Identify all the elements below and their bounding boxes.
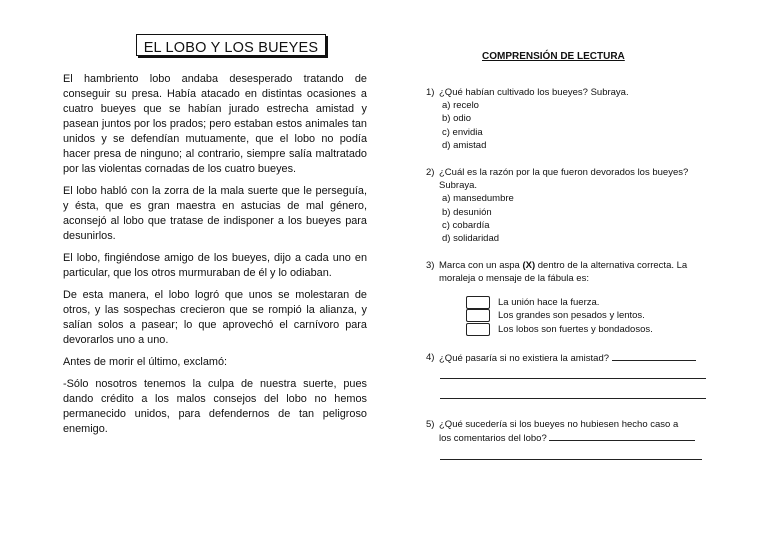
question-text: ¿Qué sucedería si los bueyes no hubiesen hecho caso a (439, 419, 679, 430)
story-paragraph: El lobo habló con la zorra de la mala suerte que le perseguía, y ésta, que es gran maestra en astucias de mal género, aconsejó al lobo que tratase de indisponer a los bueyes para desunirlos. (63, 185, 367, 242)
answer-checkbox[interactable] (466, 296, 490, 309)
question-text: ¿Qué habían cultivado los bueyes? Subraya. (439, 87, 629, 98)
story-title-box (136, 34, 326, 56)
answer-line[interactable] (440, 378, 706, 379)
question-4 (426, 351, 708, 365)
question-text-continued: los comentarios del lobo? (439, 433, 547, 445)
option-c[interactable]: c) envidia (442, 126, 483, 138)
question-number: 4) (426, 352, 435, 363)
story-paragraph: -Sólo nosotros tenemos la culpa de nuestra suerte, pues dando crédito a los malos consejos del lobo no hemos permanecido unidos, para defendernos de tan peligroso enemigo. (63, 378, 367, 435)
answer-line-inline[interactable] (612, 351, 696, 361)
answer-checkbox[interactable] (466, 309, 490, 322)
option-c[interactable]: c) cobardía (442, 219, 490, 231)
question-number: 2) (426, 167, 435, 178)
option-a[interactable]: a) mansedumbre (442, 193, 514, 205)
comprehension-title: COMPRENSIÓN DE LECTURA (482, 51, 625, 62)
answer-line-inline[interactable] (549, 431, 695, 441)
question-text: ¿Qué pasaría si no existiera la amistad? (439, 353, 610, 364)
question-5 (426, 418, 708, 445)
option-a[interactable]: a) recelo (442, 100, 479, 112)
story-text (63, 72, 367, 444)
answer-line[interactable] (440, 459, 702, 460)
story-paragraph: El hambriento lobo andaba desesperado tratando de conseguir su presa. Había atacado en distintas ocasiones a cuatro bueyes que se habían jurado estrecha amistad y pasean juntos por los prados; pero estaban estos animales tan unidos y se defendían mutuamente, que el lobo no podía hacer presa de ninguno; al contrario, siempre salía maltratado por las violentas cornadas de los cuatro bueyes. (63, 73, 367, 175)
question-number: 3) (426, 260, 435, 271)
choice-row-1 (466, 295, 708, 309)
story-paragraph: De esta manera, el lobo logró que unos se molestaran de otros, y las sospechas crecieron que se rompió la alianza, y salían solos a pasear; lo que aprovechó el carnívoro para devorarlos uno a uno. (63, 289, 367, 346)
choice-label: Los grandes son pesados y lentos. (498, 310, 645, 322)
choice-row-2 (466, 309, 708, 323)
question-text-part: dentro de la alternativa correcta. La moraleja o mensaje de la fábula es: (439, 260, 688, 285)
question-number: 1) (426, 87, 435, 98)
story-paragraph: Antes de morir el último, exclamó: (63, 356, 228, 368)
question-2 (426, 166, 708, 245)
option-d[interactable]: d) amistad (442, 139, 487, 151)
question-number: 5) (426, 419, 435, 430)
story-title: EL LOBO Y LOS BUEYES (143, 40, 319, 56)
question-1 (426, 86, 708, 152)
answer-line[interactable] (440, 398, 706, 399)
choice-label: La unión hace la fuerza. (498, 296, 600, 308)
question-text: ¿Cuál es la razón por la que fueron devorados los bueyes? (439, 167, 689, 178)
question-3 (426, 259, 708, 336)
option-b[interactable]: b) odio (442, 113, 472, 125)
question-text-continued: Subraya. (439, 180, 478, 192)
answer-checkbox[interactable] (466, 323, 490, 336)
question-text-part: Marca con un aspa (439, 260, 523, 271)
choice-label: Los lobos son fuertes y bondadosos. (498, 323, 653, 335)
question-text (439, 259, 708, 285)
story-paragraph: El lobo, fingiéndose amigo de los bueyes, dijo a cada uno en particular, que los otros murmuraban de él y lo odiaban. (63, 252, 367, 279)
choice-row-3 (466, 322, 708, 336)
option-d[interactable]: d) solidaridad (442, 233, 500, 245)
option-b[interactable]: b) desunión (442, 206, 492, 218)
question-text-bold: (X) (522, 260, 536, 271)
